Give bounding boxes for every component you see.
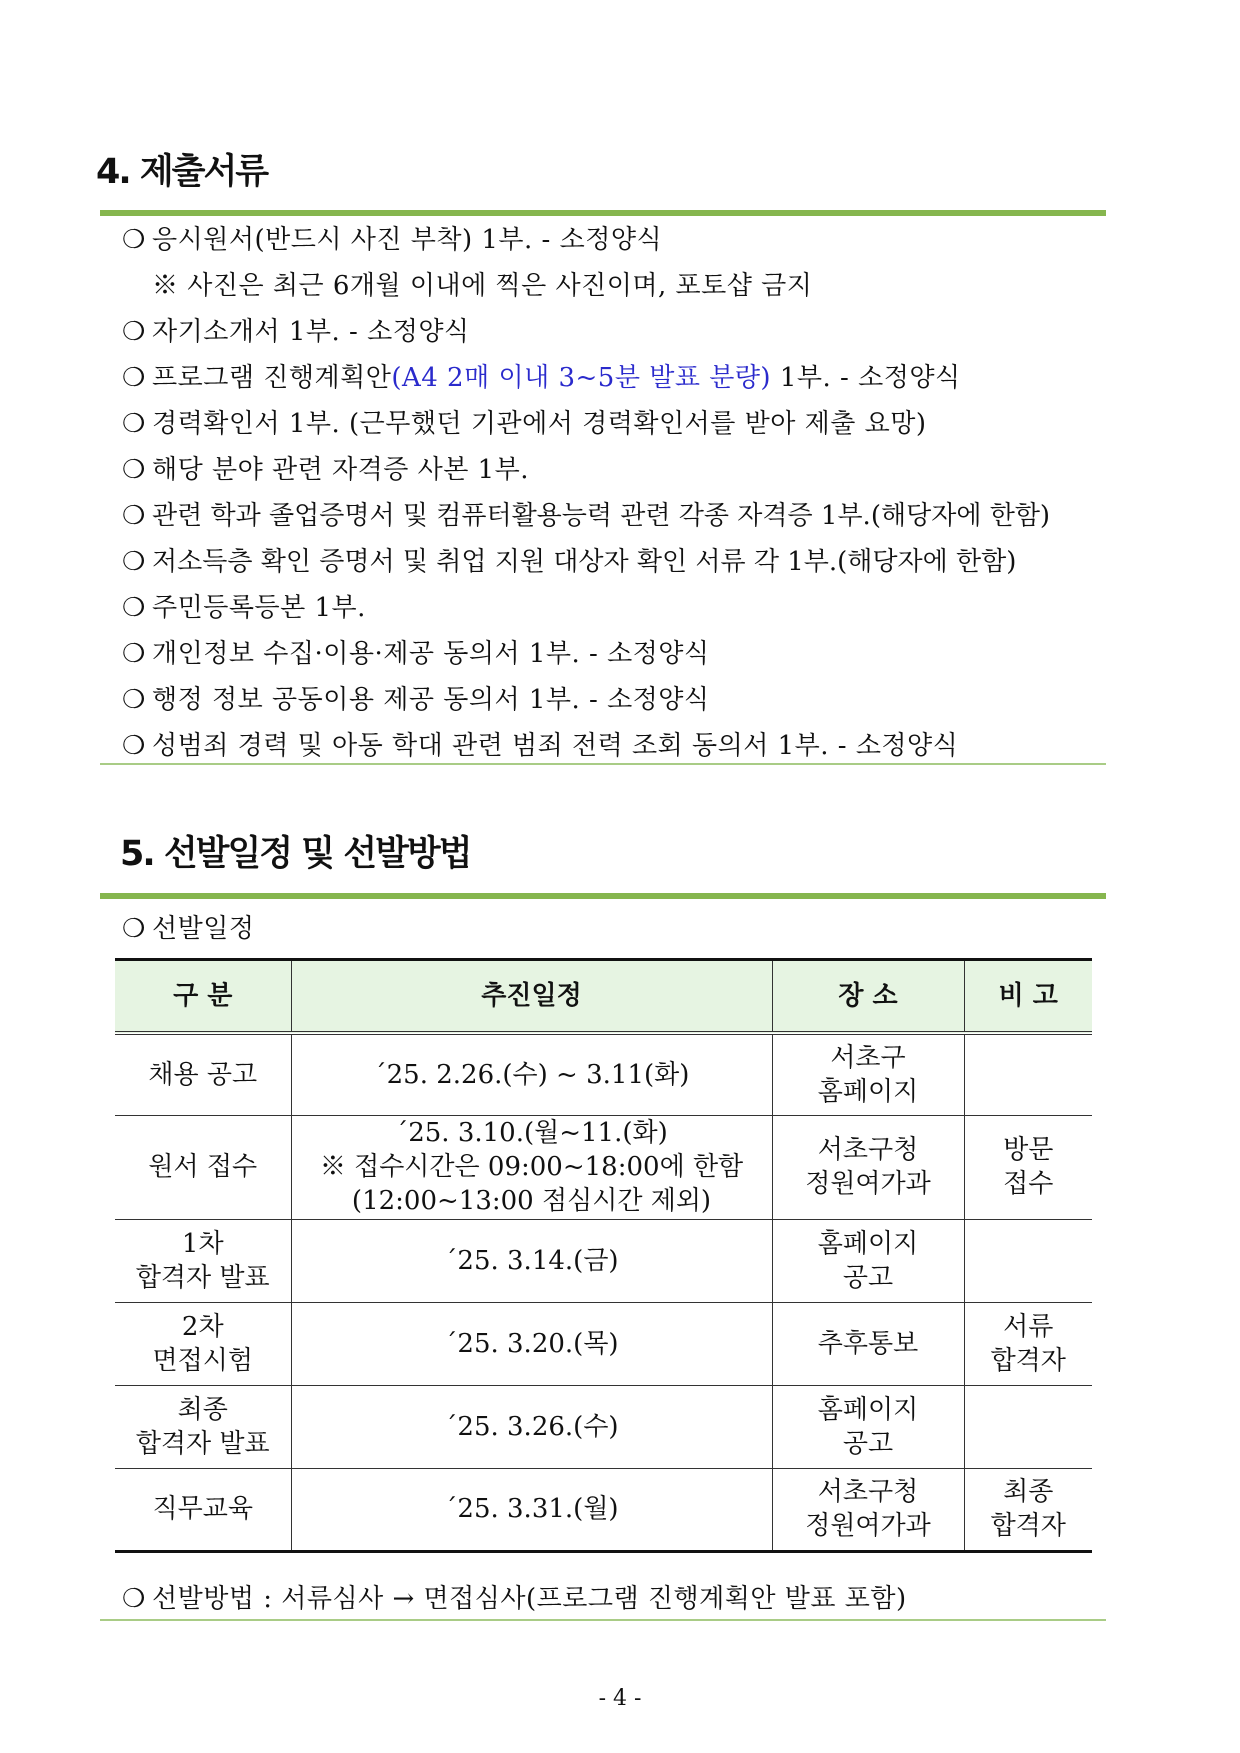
cell-category: 2차 면접시험 <box>115 1302 291 1385</box>
cell-schedule: ´25. 3.31.(월) <box>291 1468 772 1551</box>
cell-schedule: ´25. 2.26.(수) ~ 3.11(화) <box>291 1033 772 1115</box>
section5-rule <box>100 893 1106 899</box>
cell-remarks <box>964 1033 1092 1115</box>
cell-category: 직무교육 <box>115 1468 291 1551</box>
cell-schedule: ´25. 3.26.(수) <box>291 1385 772 1468</box>
cell-remarks: 방문 접수 <box>964 1115 1092 1219</box>
program-plan-spec: (A4 2매 이내 3~5분 발표 분량) <box>391 363 772 393</box>
doc-item-license: ❍ 해당 분야 관련 자격증 사본 1부. <box>122 455 530 485</box>
doc-item-graduation: ❍ 관련 학과 졸업증명서 및 컴퓨터활용능력 관련 각종 자격증 1부.(해당자에 한함) <box>122 501 1051 531</box>
doc-item-low-income: ❍ 저소득층 확인 증명서 및 취업 지원 대상자 확인 서류 각 1부.(해당자에 한함) <box>122 547 1017 577</box>
header-remarks: 비 고 <box>964 960 1092 1034</box>
cell-location: 홈페이지 공고 <box>772 1219 964 1302</box>
cell-schedule: ´25. 3.20.(목) <box>291 1302 772 1385</box>
table-row <box>115 1219 1092 1302</box>
cell-location: 서초구청 정원여가과 <box>772 1468 964 1551</box>
section5-title: 5. 선발일정 및 선발방법 <box>120 834 471 874</box>
doc-item-criminal-check-consent: ❍ 성범죄 경력 및 아동 학대 관련 범죄 전력 조회 동의서 1부. - 소정양식 <box>122 731 959 761</box>
header-location: 장 소 <box>772 960 964 1034</box>
doc-item-privacy-consent: ❍ 개인정보 수집·이용·제공 동의서 1부. - 소정양식 <box>122 639 710 669</box>
table-row <box>115 1033 1092 1115</box>
cell-category: 1차 합격자 발표 <box>115 1219 291 1302</box>
cell-remarks <box>964 1385 1092 1468</box>
schedule-label: ❍ 선발일정 <box>122 914 255 944</box>
cell-remarks <box>964 1219 1092 1302</box>
cell-location: 서초구청 정원여가과 <box>772 1115 964 1219</box>
cell-category: 최종 합격자 발표 <box>115 1385 291 1468</box>
table-row <box>115 1115 1092 1219</box>
cell-location: 추후통보 <box>772 1302 964 1385</box>
table-row <box>115 1468 1092 1551</box>
doc-item-program-plan: ❍ 프로그램 진행계획안(A4 2매 이내 3~5분 발표 분량) 1부. - 소정양식 <box>122 363 961 393</box>
cell-category: 채용 공고 <box>115 1033 291 1115</box>
section5-bottom-rule <box>100 1619 1106 1621</box>
section4-bottom-rule <box>100 763 1106 765</box>
header-category: 구 분 <box>115 960 291 1034</box>
doc-item-resident-register: ❍ 주민등록등본 1부. <box>122 593 366 623</box>
doc-item-application: ❍ 응시원서(반드시 사진 부착) 1부. - 소정양식 <box>122 225 663 255</box>
header-schedule: 추진일정 <box>291 960 772 1034</box>
schedule-table <box>115 958 1092 1553</box>
doc-item-admin-info-consent: ❍ 행정 정보 공동이용 제공 동의서 1부. - 소정양식 <box>122 685 710 715</box>
page-number: - 4 - <box>598 1686 642 1711</box>
cell-location: 서초구 홈페이지 <box>772 1033 964 1115</box>
cell-remarks: 최종 합격자 <box>964 1468 1092 1551</box>
schedule-header-row <box>115 960 1092 1034</box>
cell-location: 홈페이지 공고 <box>772 1385 964 1468</box>
doc-item-career: ❍ 경력확인서 1부. (근무했던 기관에서 경력확인서를 받아 제출 요망) <box>122 409 927 439</box>
table-row <box>115 1385 1092 1468</box>
cell-remarks: 서류 합격자 <box>964 1302 1092 1385</box>
selection-method: ❍ 선발방법 : 서류심사 → 면접심사(프로그램 진행계획안 발표 포함) <box>122 1584 907 1614</box>
cell-schedule: ´25. 3.14.(금) <box>291 1219 772 1302</box>
cell-schedule: ´25. 3.10.(월~11.(화) ※ 접수시간은 09:00~18:00에 한함 (12:00~13:00 점심시간 제외) <box>291 1115 772 1219</box>
cell-category: 원서 접수 <box>115 1115 291 1219</box>
doc-item-photo-note: ※ 사진은 최근 6개월 이내에 찍은 사진이며, 포토샵 금지 <box>152 271 813 301</box>
doc-item-self-intro: ❍ 자기소개서 1부. - 소정양식 <box>122 317 470 347</box>
table-row <box>115 1302 1092 1385</box>
section4-rule <box>100 210 1106 216</box>
section4-title: 4. 제출서류 <box>96 152 268 192</box>
